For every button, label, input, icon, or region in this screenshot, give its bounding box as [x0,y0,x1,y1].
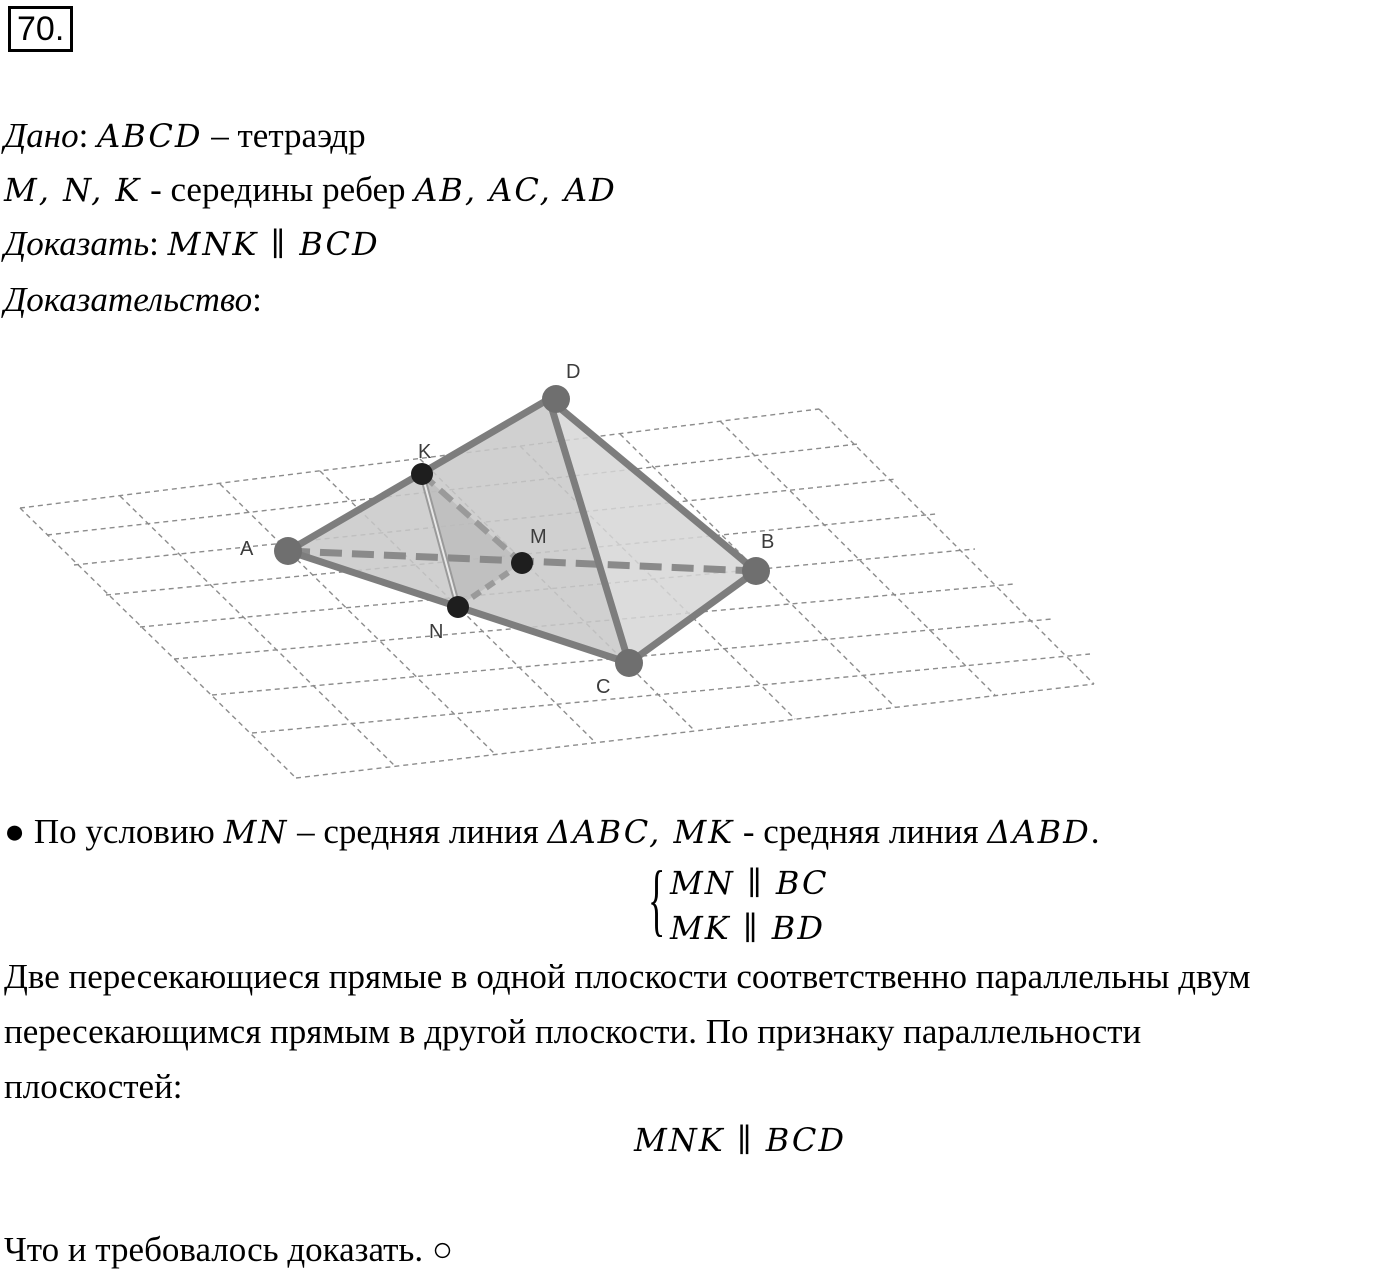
proof-colon: : [252,280,262,319]
prove-statement: MNK ∥ BCD [167,225,380,263]
label-n: N [429,621,444,643]
point-b [742,557,770,585]
proof-text-a: По условию [25,812,224,851]
proof-text-d: . [1090,812,1100,851]
proof-heading [4,278,262,322]
tetrahedron-figure [0,350,1120,790]
proof-line-1 [4,810,1100,854]
point-k [411,463,433,485]
system-line-1: MN ∥ BC [670,864,829,902]
bullet: ● [4,812,26,851]
given-line [4,114,366,158]
label-a: A [240,538,254,560]
point-d [542,385,570,413]
system-line-2: MK ∥ BD [670,909,825,947]
given-object: ABCD [97,117,203,155]
proof-paragraph-1: Две пересекающиеся прямые в одной плоскости соответственно параллельны двум [4,957,1251,996]
given-colon: : [78,116,98,155]
proof-abd: ΔABD [987,813,1091,851]
conclusion: MNK ∥ BCD [634,1121,847,1159]
midpoints-line [4,168,617,212]
point-n [447,596,469,618]
qed-line: Что и требовалось доказать. ○ [4,1230,454,1269]
label-c: C [596,676,611,698]
label-m: M [530,526,547,548]
proof-text-c: - средняя линия [734,812,988,851]
proof-abc: ΔABC, MK [547,813,735,851]
label-b: B [761,531,775,553]
problem-number: 70. [8,6,73,52]
prove-colon: : [149,224,168,263]
given-object-desc: – тетраэдр [202,116,366,155]
label-k: K [418,441,432,463]
label-d: D [566,361,581,383]
point-a [274,537,302,565]
prove-line [4,222,380,266]
point-m [511,552,533,574]
midpoints-edges: AB, AC, AD [414,171,617,209]
proof-paragraph-2: пересекающимся прямым в другой плоскости. По признаку параллельности [4,1012,1142,1051]
proof-label: Доказательство [4,280,253,319]
midpoints-desc: - середины ребер [141,170,415,209]
system-brace: { [648,856,666,944]
prove-label: Доказать [4,224,150,263]
point-c [615,649,643,677]
given-label: Дано [4,116,79,155]
proof-text-b: – средняя линия [288,812,548,851]
proof-mn: MN [223,813,289,851]
midpoints-points: M, N, K [4,171,142,209]
proof-paragraph-3: плоскостей: [4,1067,183,1106]
